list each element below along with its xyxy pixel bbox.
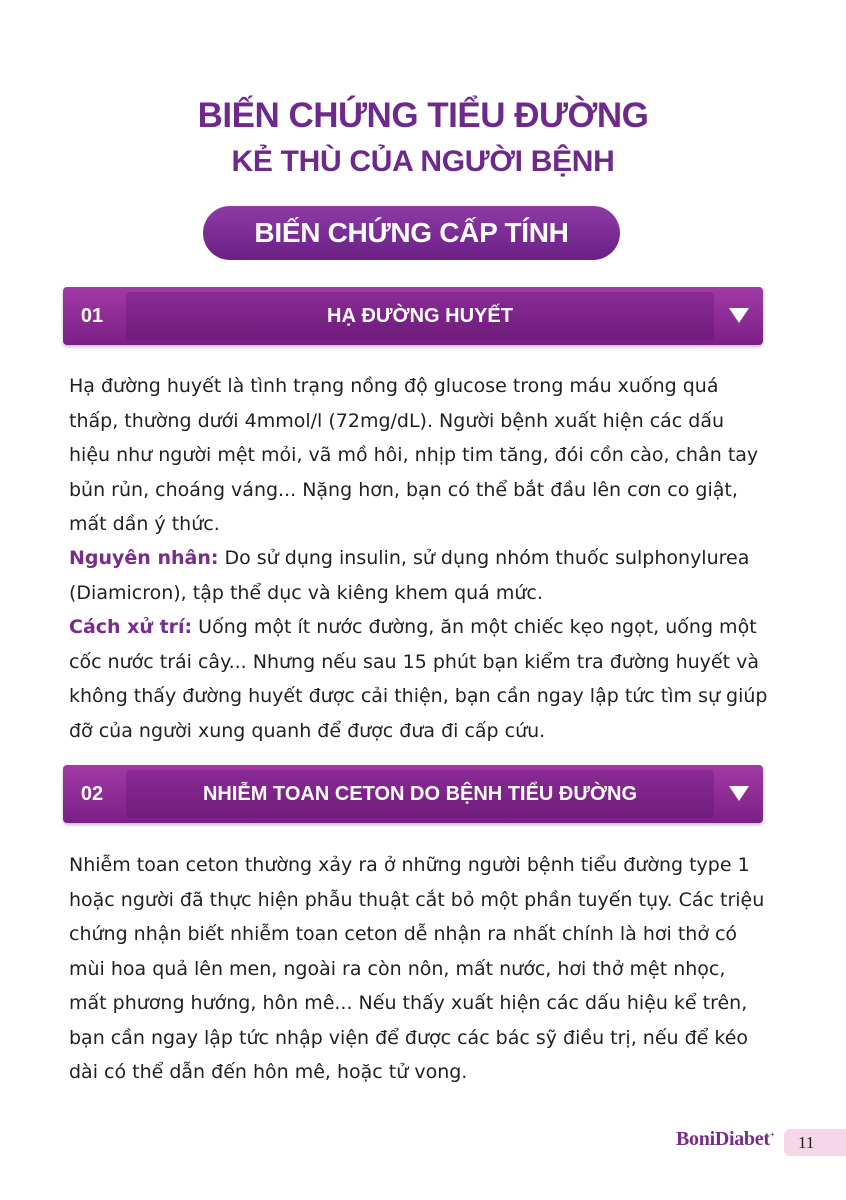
section-1-cause xyxy=(69,541,769,610)
page-subtitle: KẺ THÙ CỦA NGƯỜI BỆNH xyxy=(231,145,615,178)
treatment-text: Uống một ít nước đường, ăn một chiếc kẹo ngọt, uống một cốc nước trái cây... Nhưng nếu sau 15 phút bạn kiểm tra đường huyết và không thấy đường huyết được cải thiện, bạn cần ngay lập tức tìm sự giúp đỡ của người xung quanh để được đưa đi cấp cứu. xyxy=(69,616,768,742)
treatment-label: Cách xử trí: xyxy=(69,616,193,638)
brand-name: BoniDiabet xyxy=(676,1128,770,1150)
triangle-down-icon[interactable] xyxy=(729,786,749,801)
section-1-treatment xyxy=(69,610,769,748)
cause-text: Do sử dụng insulin, sử dụng nhóm thuốc sulphonylurea (Diamicron), tập thể dục và kiêng khem quá mức. xyxy=(69,547,750,604)
brand-mark: + xyxy=(769,1129,775,1140)
section-2-body: Nhiễm toan ceton thường xảy ra ở những người bệnh tiểu đường type 1 hoặc người đã thực hiện phẫu thuật cắt bỏ một phần tuyến tụy. Các triệu chứng nhận biết nhiễm toan ceton dễ nhận ra nhất chính là hơi thở có mùi hoa quả lên men, ngoài ra còn nôn, mất nước, hơi thở mệt nhọc, mất phương hướng, hôn mê... Nếu thấy xuất hiện các dấu hiệu kể trên, bạn cần ngay lập tức nhập viện để được các bác sỹ điều trị, nếu để kéo dài có thể dẫn đến hôn mê, hoặc tử vong. xyxy=(69,854,765,1083)
section-title: HẠ ĐƯỜNG HUYẾT xyxy=(327,305,513,327)
page-number: 11 xyxy=(784,1129,846,1156)
section-number: 02 xyxy=(80,783,104,805)
section-1-body: Hạ đường huyết là tình trạng nồng độ glucose trong máu xuống quá thấp, thường dưới 4mmol/l (72mg/dL). Người bệnh xuất hiện các dấu hiệu như người mệt mỏi, vã mồ hôi, nhịp tim tăng, đói cồn cào, chân tay bủn rủn, choáng váng... Nặng hơn, bạn có thể bắt đầu lên cơn co giật, mất dần ý thức. xyxy=(69,375,759,535)
section-title: NHIỄM TOAN CETON DO BỆNH TIỂU ĐƯỜNG xyxy=(202,783,638,805)
cause-label: Nguyên nhân: xyxy=(69,547,219,569)
page-title: BIẾN CHỨNG TIỂU ĐƯỜNG xyxy=(197,96,649,135)
triangle-down-icon[interactable] xyxy=(729,308,749,323)
category-banner: BIẾN CHỨNG CẤP TÍNH xyxy=(203,206,620,260)
section-header-1[interactable] xyxy=(63,287,763,345)
section-number: 01 xyxy=(80,305,104,327)
section-header-2[interactable] xyxy=(63,765,763,823)
brand-logo xyxy=(676,1128,775,1151)
